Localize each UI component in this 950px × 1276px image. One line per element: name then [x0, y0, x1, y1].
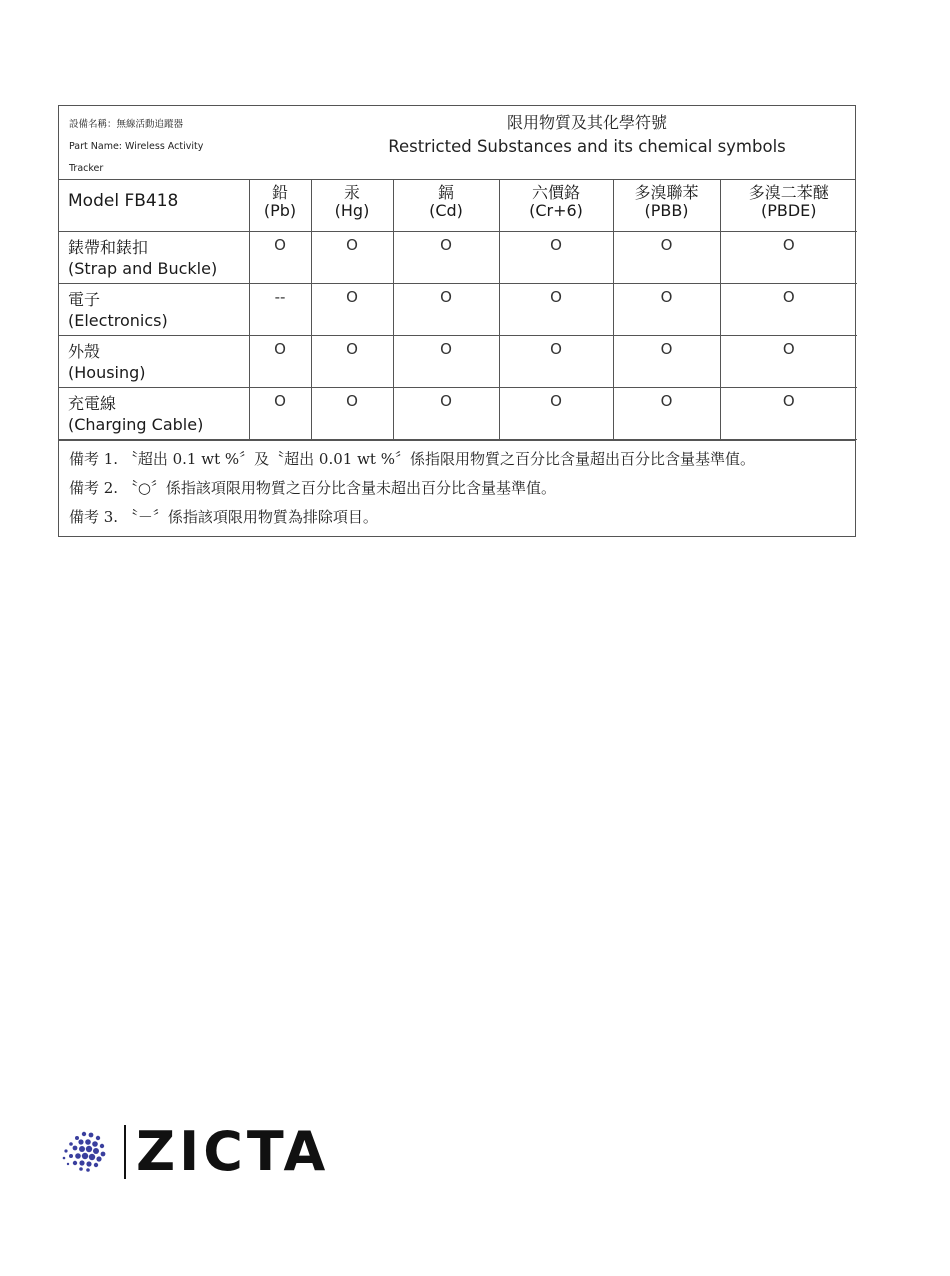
column-header-cr6 — [499, 180, 613, 231]
table-cell: O — [249, 387, 311, 439]
table-row — [59, 283, 857, 335]
row-part-zh: 電子 — [68, 289, 101, 309]
table-title — [319, 106, 855, 179]
column-header-hg — [311, 180, 393, 231]
column-symbol: (Cd) — [429, 201, 463, 220]
table-cell: O — [613, 283, 720, 335]
zicta-logo — [60, 1122, 360, 1182]
table-title-zh: 限用物質及其化學符號 — [506, 113, 667, 132]
table-cell: O — [613, 231, 720, 283]
table-cell: O — [249, 335, 311, 387]
row-part-en: (Strap and Buckle) — [68, 258, 218, 278]
table-cell: O — [311, 335, 393, 387]
row-part-en: (Housing) — [68, 362, 146, 382]
column-header-cd — [393, 180, 499, 231]
column-symbol: (PBB) — [644, 201, 689, 220]
row-part-zh: 充電線 — [68, 393, 117, 413]
column-zh: 六價鉻 — [531, 183, 580, 202]
table-cell: O — [311, 387, 393, 439]
table-cell: O — [499, 231, 613, 283]
logo-divider — [124, 1125, 126, 1179]
table-row — [59, 231, 857, 283]
model-label: Model FB418 — [59, 180, 249, 231]
column-symbol: (Cr+6) — [529, 201, 583, 220]
column-symbol: (Hg) — [334, 201, 370, 220]
logo-wordmark: ZICTA — [136, 1120, 330, 1183]
column-zh: 汞 — [343, 183, 360, 202]
row-part-en: (Electronics) — [68, 310, 168, 330]
restricted-substances-table — [58, 105, 856, 537]
note-2: 備考 2. 〝○〞係指該項限用物質之百分比含量未超出百分比含量基準值。 — [69, 478, 556, 497]
note-3: 備考 3. 〝－〞係指該項限用物質為排除項目。 — [69, 507, 378, 526]
table-cell: O — [249, 231, 311, 283]
row-part — [59, 283, 249, 335]
part-name-zh: 設備名稱：無線活動追蹤器 — [69, 119, 184, 130]
column-zh: 多溴二苯醚 — [748, 183, 829, 202]
table-notes — [59, 440, 855, 536]
column-header-pbde — [720, 180, 857, 231]
table-cell: O — [393, 283, 499, 335]
zicta-globe-icon — [60, 1128, 110, 1176]
table-cell: O — [720, 335, 857, 387]
table-cell: O — [613, 335, 720, 387]
table-row — [59, 335, 857, 387]
column-zh: 鎘 — [437, 183, 454, 202]
table-title-en: Restricted Substances and its chemical symbols — [388, 137, 786, 156]
row-part — [59, 335, 249, 387]
table-cell: O — [311, 231, 393, 283]
row-part — [59, 387, 249, 439]
part-name-block — [59, 106, 319, 179]
table-cell: O — [499, 335, 613, 387]
table-cell: O — [613, 387, 720, 439]
column-symbol: (Pb) — [263, 201, 297, 220]
part-name-en-line2: Tracker — [69, 163, 104, 174]
column-header-pb — [249, 180, 311, 231]
table-cell: O — [393, 387, 499, 439]
part-name-en: Part Name: Wireless Activity — [69, 141, 204, 152]
column-header-pbb — [613, 180, 720, 231]
column-zh: 鉛 — [271, 183, 288, 202]
row-part — [59, 231, 249, 283]
table-cell: O — [720, 283, 857, 335]
column-symbol: (PBDE) — [760, 201, 817, 220]
column-header-row — [59, 180, 857, 231]
table-cell: O — [393, 231, 499, 283]
note-1: 備考 1. 〝超出 0.1 wt %〞及〝超出 0.01 wt %〞係指限用物質之百分比含量超出百分比含量基準值。 — [69, 449, 755, 468]
table-header — [59, 106, 855, 180]
substance-grid — [59, 180, 857, 440]
table-cell: O — [720, 387, 857, 439]
row-part-en: (Charging Cable) — [68, 414, 204, 434]
table-cell: O — [311, 283, 393, 335]
row-part-zh: 外殼 — [68, 341, 101, 361]
column-zh: 多溴聯苯 — [634, 183, 699, 202]
table-cell: -- — [249, 283, 311, 335]
table-cell: O — [393, 335, 499, 387]
table-cell: O — [499, 387, 613, 439]
table-cell: O — [720, 231, 857, 283]
table-cell: O — [499, 283, 613, 335]
row-part-zh: 錶帶和錶扣 — [68, 237, 149, 257]
table-row — [59, 387, 857, 439]
